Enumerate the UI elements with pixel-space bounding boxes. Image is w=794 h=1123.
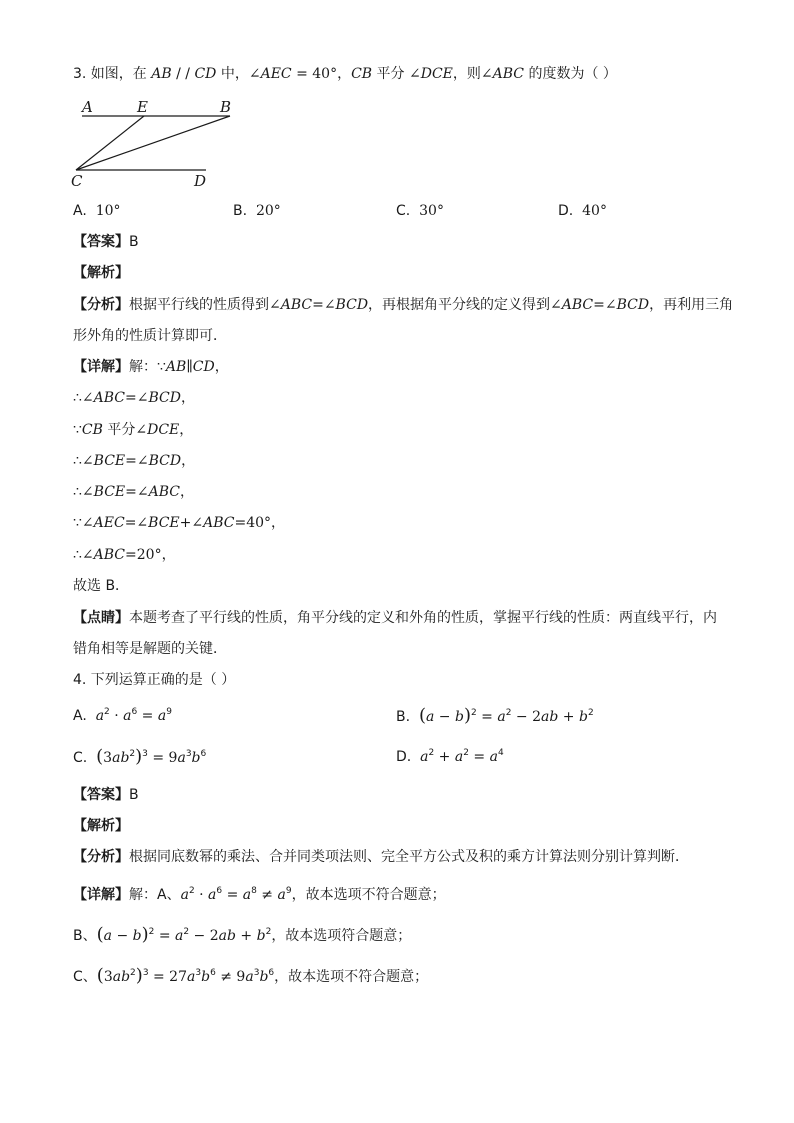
q3-option-a bbox=[73, 201, 121, 221]
superscript: 2 bbox=[463, 748, 469, 758]
text-run: − bbox=[112, 928, 133, 944]
option-letter: A. bbox=[73, 708, 87, 724]
text-run: = bbox=[222, 887, 243, 903]
line-ce bbox=[76, 116, 144, 170]
answer-value: B bbox=[129, 234, 139, 250]
math-symbol: b bbox=[132, 928, 142, 944]
option-text: 30° bbox=[419, 203, 444, 219]
superscript: 8 bbox=[251, 886, 257, 896]
text-run: ) bbox=[141, 924, 149, 945]
q4-fenxi bbox=[73, 847, 689, 867]
q3-detail-line7 bbox=[73, 545, 176, 565]
text-run: ( bbox=[418, 705, 426, 726]
text-run: ∴ bbox=[73, 453, 82, 469]
option-letter: B. bbox=[233, 203, 248, 219]
superscript: 2 bbox=[505, 708, 512, 718]
label-b: B bbox=[220, 98, 232, 116]
label-c: C bbox=[71, 172, 83, 190]
text-run: ) bbox=[135, 965, 143, 986]
math-symbol: CB bbox=[351, 66, 373, 82]
label-e: E bbox=[137, 98, 148, 116]
math-symbol: ∠ABC bbox=[480, 66, 524, 82]
text-run: ∵ bbox=[73, 515, 82, 531]
q3-detail-line1 bbox=[73, 357, 229, 377]
text-run: ( bbox=[96, 965, 104, 986]
math-symbol: AB bbox=[151, 66, 172, 82]
math-symbol: ∠AEC bbox=[248, 66, 292, 82]
detail-text bbox=[129, 887, 446, 903]
q3-stem bbox=[73, 64, 617, 84]
math-symbol: CB bbox=[81, 422, 103, 438]
line-cb bbox=[76, 116, 230, 170]
text-run: = bbox=[154, 928, 176, 944]
superscript: 2 bbox=[129, 749, 136, 759]
q3-fenxi-line1 bbox=[73, 295, 733, 315]
text-run: 3 bbox=[103, 750, 113, 766]
text-run: ∴ bbox=[73, 547, 82, 563]
text-run: 根据平行线的性质得到 bbox=[129, 297, 269, 313]
fenxi-text bbox=[129, 297, 733, 313]
q3-detail-line2 bbox=[73, 388, 195, 408]
q3-analysis-heading bbox=[73, 263, 129, 283]
label-d: D bbox=[194, 172, 207, 190]
text-run: ， bbox=[180, 390, 195, 406]
math-symbol: a bbox=[245, 969, 254, 985]
option-formula bbox=[96, 708, 172, 724]
superscript: 2 bbox=[265, 927, 272, 937]
text-run: ≠ bbox=[256, 887, 278, 903]
detail-tag: 【详解】 bbox=[73, 359, 129, 375]
text-run: ，再根据角平分线的定义得到 bbox=[368, 297, 551, 313]
text-run: · bbox=[109, 708, 124, 724]
text-run: ≠ 9 bbox=[215, 969, 246, 985]
text-run: − 2 bbox=[511, 709, 542, 725]
math-symbol: a bbox=[103, 928, 112, 944]
text-run: − bbox=[434, 709, 455, 725]
math-symbol: ∠DCE bbox=[409, 66, 453, 82]
text-run: / / bbox=[171, 66, 195, 82]
math-symbol: ∠ABC=∠BCD bbox=[550, 297, 650, 313]
text-run: + bbox=[558, 709, 579, 725]
option-letter: C. bbox=[396, 203, 411, 219]
superscript: 6 bbox=[210, 968, 216, 978]
text-run: ∵ bbox=[73, 422, 82, 438]
superscript: 6 bbox=[268, 968, 275, 978]
superscript: 9 bbox=[166, 707, 172, 717]
text-run: 平分 bbox=[102, 422, 136, 438]
text-run: ， bbox=[214, 359, 229, 375]
text-run: 解：A、 bbox=[129, 887, 181, 903]
math-symbol: a bbox=[420, 749, 429, 765]
option-text: 10° bbox=[95, 203, 121, 219]
math-symbol: ∠BCE=∠BCD bbox=[81, 453, 182, 469]
text-run: + bbox=[235, 928, 257, 944]
text-run: ，故本选项符合题意； bbox=[271, 928, 412, 944]
text-run: = 40° bbox=[291, 66, 338, 82]
option-text: 20° bbox=[255, 203, 281, 219]
superscript: 2 bbox=[130, 968, 136, 978]
math-symbol: a bbox=[177, 750, 186, 766]
detail-text bbox=[129, 359, 229, 375]
text-run: = bbox=[476, 709, 498, 725]
q4-option-a bbox=[73, 706, 172, 726]
text-run: ) bbox=[135, 746, 143, 767]
math-symbol: a bbox=[454, 749, 464, 765]
text-run: =40° bbox=[234, 515, 272, 531]
math-symbol: a bbox=[123, 708, 132, 724]
option-formula bbox=[96, 746, 207, 767]
math-symbol: ∠ABC=∠BCD bbox=[269, 297, 369, 313]
math-symbol: b bbox=[256, 928, 266, 944]
text-run: =20° bbox=[125, 547, 162, 563]
option-letter: C. bbox=[73, 750, 88, 766]
q3-option-b bbox=[233, 201, 281, 221]
q3-fenxi-line2: 形外角的性质计算即可． bbox=[73, 328, 227, 344]
math-symbol: a bbox=[187, 969, 196, 985]
text-run: ∴ bbox=[73, 390, 82, 406]
superscript: 3 bbox=[142, 968, 149, 978]
detail-tag: 【详解】 bbox=[73, 887, 129, 903]
text-run: 中， bbox=[216, 66, 249, 82]
math-symbol: a bbox=[157, 708, 167, 724]
option-formula bbox=[420, 749, 504, 765]
text-run: · bbox=[194, 887, 209, 903]
q4-detail-line3 bbox=[73, 966, 428, 987]
fenxi-tag: 【分析】 bbox=[73, 297, 129, 313]
q3-answer bbox=[73, 232, 139, 252]
math-symbol: b bbox=[259, 969, 269, 985]
math-symbol: a bbox=[489, 749, 498, 765]
q3-option-c bbox=[396, 201, 444, 221]
math-symbol: a bbox=[497, 709, 506, 725]
text-run: ( bbox=[96, 924, 104, 945]
text-run: ， bbox=[271, 515, 286, 531]
math-symbol: b bbox=[578, 709, 588, 725]
answer-tag: 【答案】 bbox=[73, 234, 129, 250]
option-letter: A. bbox=[73, 203, 87, 219]
math-symbol: ∠ABC bbox=[81, 547, 126, 563]
math-symbol: CD bbox=[194, 66, 217, 82]
analysis-tag: 【解析】 bbox=[73, 265, 129, 281]
math-symbol: a bbox=[426, 709, 435, 725]
math-symbol: AB∥CD bbox=[165, 359, 215, 375]
math-symbol: ∠DCE bbox=[135, 422, 180, 438]
math-symbol: ∠ABC=∠BCD bbox=[81, 390, 181, 406]
math-symbol: ab bbox=[112, 750, 130, 766]
text-run: 解： bbox=[129, 359, 157, 375]
q4-option-b bbox=[396, 706, 594, 727]
q3-detail-line6 bbox=[73, 513, 285, 533]
label-a: A bbox=[82, 98, 93, 116]
q4-analysis-heading bbox=[73, 816, 129, 836]
math-symbol: ∠AEC=∠BCE+∠ABC bbox=[81, 515, 235, 531]
option-letter: B. bbox=[396, 709, 411, 725]
q4-option-d bbox=[396, 747, 504, 767]
superscript: 2 bbox=[148, 927, 155, 937]
option-text: 40° bbox=[582, 203, 607, 219]
q4-stem: 4. 下列运算正确的是（ ） bbox=[73, 672, 236, 688]
math-symbol: b bbox=[191, 750, 201, 766]
text-run: 3 bbox=[103, 969, 113, 985]
math-symbol: b bbox=[455, 709, 464, 725]
q4-detail-line1 bbox=[73, 885, 446, 905]
q3-dianjing-line1 bbox=[73, 608, 717, 628]
q3-conclusion: 故选 B． bbox=[73, 578, 130, 594]
text-run: B、 bbox=[73, 928, 97, 944]
math-symbol: a bbox=[277, 887, 286, 903]
superscript: 3 bbox=[142, 749, 148, 759]
superscript: 4 bbox=[497, 748, 504, 758]
math-symbol: ∠BCE=∠ABC bbox=[81, 484, 180, 500]
math-symbol: ab bbox=[541, 709, 559, 725]
text-run: ，则 bbox=[452, 66, 481, 82]
superscript: 3 bbox=[195, 968, 202, 978]
fenxi-text: 根据同底数幂的乘法、合并同类项法则、完全平方公式及积的乘方计算法则分别计算判断． bbox=[129, 849, 689, 865]
option-letter: D. bbox=[396, 749, 412, 765]
text-run: 平分 bbox=[372, 66, 409, 82]
text-run: ) bbox=[463, 705, 471, 726]
text-run: ，故本选项不符合题意； bbox=[274, 969, 429, 985]
math-symbol: ab bbox=[112, 969, 131, 985]
superscript: 3 bbox=[185, 749, 192, 759]
text-run: = bbox=[468, 749, 490, 765]
text-run: ( bbox=[96, 746, 104, 767]
q4-option-c bbox=[73, 747, 206, 768]
text-run: ∴ bbox=[73, 484, 82, 500]
superscript: 3 bbox=[253, 968, 260, 978]
text-run: ， bbox=[161, 547, 176, 563]
math-symbol: a bbox=[242, 887, 252, 903]
superscript: 2 bbox=[183, 927, 190, 937]
text-run: C、 bbox=[73, 969, 97, 985]
text-run: ， bbox=[179, 484, 194, 500]
text-run: = bbox=[137, 708, 158, 724]
dianjing-tag: 【点睛】 bbox=[73, 610, 129, 626]
text-run: 3. 如图，在 bbox=[73, 66, 152, 82]
q3-detail-line3 bbox=[73, 420, 193, 440]
text-run: ∵ bbox=[157, 359, 166, 375]
superscript: 2 bbox=[471, 708, 477, 718]
superscript: 6 bbox=[216, 886, 223, 896]
answer-tag: 【答案】 bbox=[73, 787, 129, 803]
superscript: 6 bbox=[200, 749, 207, 759]
text-run: ，故本选项不符合题意； bbox=[291, 887, 446, 903]
fenxi-tag: 【分析】 bbox=[73, 849, 129, 865]
text-run: ， bbox=[179, 422, 194, 438]
dianjing-text: 本题考查了平行线的性质，角平分线的定义和外角的性质，掌握平行线的性质：两直线平行，内 bbox=[129, 610, 717, 626]
math-symbol: a bbox=[180, 887, 189, 903]
option-letter: D. bbox=[558, 203, 574, 219]
q3-detail-line4 bbox=[73, 451, 195, 471]
math-symbol: a bbox=[95, 708, 105, 724]
q4-answer bbox=[73, 785, 139, 805]
text-run: ， bbox=[181, 453, 196, 469]
analysis-tag: 【解析】 bbox=[73, 818, 129, 834]
text-run: ，再利用三角 bbox=[649, 297, 734, 313]
math-symbol: a bbox=[175, 928, 184, 944]
text-run: 的度数为（ ） bbox=[524, 66, 617, 82]
math-symbol: a bbox=[208, 887, 217, 903]
q3-detail-line5 bbox=[73, 482, 194, 502]
q3-option-d bbox=[558, 201, 607, 221]
text-run: ， bbox=[337, 66, 352, 82]
superscript: 2 bbox=[188, 886, 195, 896]
superscript: 2 bbox=[104, 707, 110, 717]
q3-dianjing-line2: 错角相等是解题的关键． bbox=[73, 641, 227, 657]
superscript: 2 bbox=[587, 708, 594, 718]
q4-detail-line2 bbox=[73, 925, 411, 946]
superscript: 2 bbox=[428, 748, 435, 758]
text-run: − 2 bbox=[189, 928, 219, 944]
superscript: 9 bbox=[285, 886, 292, 896]
text-run: = 9 bbox=[147, 750, 178, 766]
superscript: 6 bbox=[131, 707, 138, 717]
text-run: = 27 bbox=[148, 969, 187, 985]
geometry-figure bbox=[66, 96, 246, 192]
math-symbol: ab bbox=[218, 928, 236, 944]
text-run: + bbox=[434, 749, 455, 765]
option-formula bbox=[418, 705, 594, 726]
answer-value: B bbox=[129, 787, 139, 803]
math-symbol: b bbox=[201, 969, 211, 985]
